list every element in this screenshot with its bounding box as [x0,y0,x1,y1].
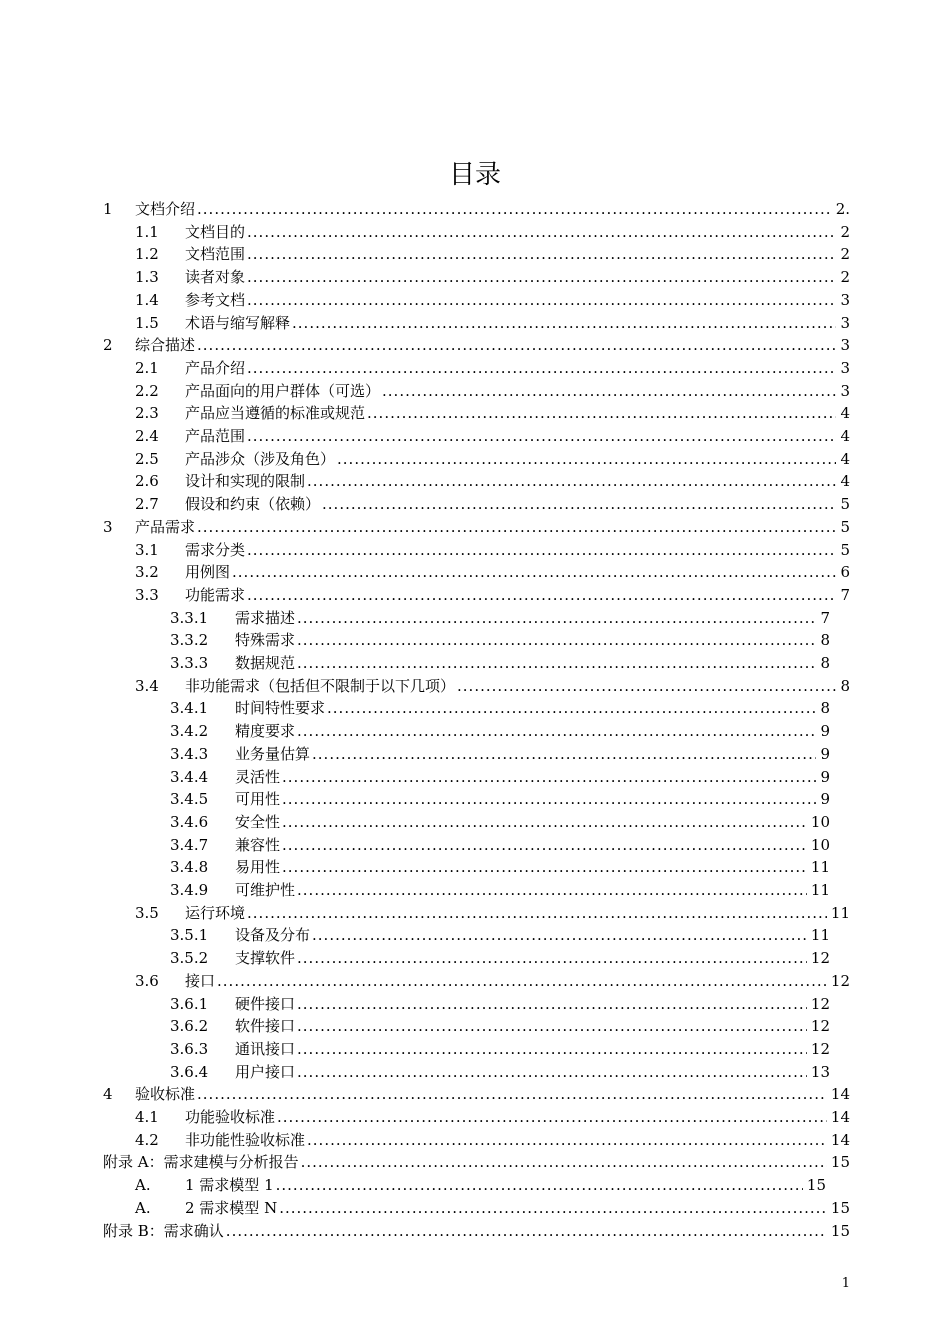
toc-entry-number: 3 [103,517,113,536]
toc-entry-number: 2.5 [135,449,159,468]
toc-entry-label: 需求分类 [185,540,246,559]
toc-entry-page: 10 [810,835,830,854]
toc-entry-label: 精度要求 [235,722,296,741]
toc-entry[interactable] [135,357,850,379]
toc-entry-page: 5 [840,517,850,536]
toc-leader-dots [197,516,836,538]
toc-leader-dots [297,879,807,901]
toc-leader-dots [276,1174,803,1196]
toc-entry[interactable] [170,1061,830,1083]
toc-entry[interactable] [170,788,830,810]
toc-entry-label: 验收标准 [135,1085,196,1104]
toc-entry-label: 易用性 [235,858,281,877]
toc-entry[interactable] [170,697,830,719]
toc-entry[interactable] [170,811,830,833]
toc-leader-dots [322,493,836,515]
toc-entry-page: 8 [820,631,830,650]
toc-entry[interactable] [170,766,830,788]
toc-entry-page: 14 [830,1085,850,1104]
toc-leader-dots [197,1083,827,1105]
toc-entry-label: 文档目的 [185,222,246,241]
toc-entry-page: 9 [820,790,830,809]
toc-entry-page: 14 [830,1130,850,1149]
toc-entry-label: 数据规范 [235,654,296,672]
toc-entry-number: 3.3.1 [170,608,209,627]
toc-leader-dots [307,470,836,492]
toc-entry-number: 1.2 [135,245,159,264]
toc-entry-number: 4.2 [135,1130,159,1149]
toc-leader-dots [457,675,836,697]
toc-leader-dots [297,607,816,629]
toc-leader-dots [247,357,836,379]
toc-entry-page: 14 [830,1108,850,1126]
toc-entry-page: 11 [810,926,830,945]
toc-entry[interactable] [135,902,850,924]
toc-entry-page: 7 [820,608,830,627]
toc-entry[interactable] [103,334,850,356]
toc-entry[interactable] [170,856,830,878]
toc-leader-dots [247,289,836,311]
toc-entry-number: 3.4.7 [170,835,209,854]
toc-entry[interactable] [170,924,830,946]
toc-entry[interactable] [135,1129,850,1151]
toc-leader-dots [297,1061,807,1083]
toc-entry-number: 3.1 [135,540,159,559]
toc-leader-dots [282,766,816,788]
toc-entry-page: 7 [840,585,850,604]
toc-entry-page: 11 [810,881,830,899]
toc-entry-page: 2 [840,245,850,264]
toc-entry-number: 2.2 [135,381,159,400]
toc-leader-dots [327,697,816,719]
toc-entry-page: 12 [810,949,830,968]
toc-entry-page: 4 [840,449,850,468]
toc-entry-label: 产品应当遵循的标准或规范 [185,404,366,423]
toc-entry-number: 2.3 [135,404,159,423]
toc-entry-label: 1 需求模型 1 [185,1176,274,1195]
toc-entry-number: 3.5 [135,903,159,922]
toc-entry-page: 3 [840,313,850,332]
toc-leader-dots [312,924,807,946]
toc-leader-dots [297,1038,807,1060]
toc-entry[interactable] [103,198,850,220]
toc-entry[interactable] [170,743,830,765]
toc-entry-page: 4 [840,472,850,491]
toc-entry-page: 3 [840,381,850,400]
toc-entry-number: 2.4 [135,427,159,445]
toc-entry-label: 用户接口 [235,1062,296,1081]
toc-entry-number: 1.4 [135,290,159,309]
toc-entry-page: 3 [840,358,850,377]
toc-entry-label: 用例图 [185,563,231,582]
toc-entry-number: 3.4.1 [170,699,209,718]
toc-entry[interactable] [135,448,850,470]
toc-entry-number: 3.3.3 [170,654,209,672]
toc-leader-dots [247,425,836,447]
toc-entry-page: 6 [840,563,850,582]
toc-entry[interactable] [170,993,830,1015]
toc-entry[interactable] [170,629,830,651]
toc-entry-label: 接口 [185,971,216,990]
toc-entry-page: 15 [830,1153,850,1172]
toc-entry-label: 可维护性 [235,881,296,899]
toc-entry[interactable] [135,243,850,265]
toc-entry-number: 2.7 [135,495,159,514]
toc-entry-label: 附录 B：需求确认 [103,1221,224,1240]
toc-entry-number: 2.1 [135,358,159,377]
toc-leader-dots [367,402,836,424]
toc-leader-dots [247,266,836,288]
toc-entry-number: 3.6 [135,971,159,990]
toc-entry-label: 设备及分布 [235,926,311,945]
toc-entry[interactable] [135,470,850,492]
toc-leader-dots [247,243,836,265]
toc-leader-dots [277,1106,827,1128]
toc-entry[interactable] [103,516,850,538]
toc-entry-page: 12 [810,1017,830,1036]
toc-leader-dots [282,856,807,878]
toc-leader-dots [217,970,827,992]
toc-entry-page: 8 [820,699,830,718]
toc-entry-number: 3.4.6 [170,812,209,831]
toc-entry-label: 术语与缩写解释 [185,313,291,332]
toc-entry-page: 12 [810,1039,830,1058]
toc-entry[interactable] [170,834,830,856]
toc-leader-dots [292,312,836,334]
toc-entry-number: 3.3.2 [170,631,209,650]
toc-entry-page: 4 [840,404,850,423]
toc-entry-label: 安全性 [235,812,281,831]
toc-leader-dots [297,1015,807,1037]
toc-entry[interactable] [135,1106,850,1128]
toc-entry[interactable] [135,221,850,243]
toc-entry-number: 3.4 [135,676,159,695]
toc-leader-dots [382,380,836,402]
toc-entry-label: 附录 A：需求建模与分析报告 [103,1153,299,1172]
toc-entry[interactable] [135,970,850,992]
toc-entry-number: 3.6.4 [170,1062,209,1081]
toc-entry-number: 3.3 [135,585,159,604]
toc-leader-dots [297,629,816,651]
toc-entry-page: 3 [840,336,850,355]
toc-leader-dots [297,720,816,742]
toc-leader-dots [301,1151,827,1173]
toc-entry-label: 需求描述 [235,608,296,627]
toc-leader-dots [247,221,836,243]
toc-leader-dots [279,1197,827,1219]
toc-entry-page: 3 [840,290,850,309]
toc-entry[interactable] [170,947,830,969]
toc-entry-label: 兼容性 [235,835,281,854]
toc-entry-label: 特殊需求 [235,631,296,650]
toc-entry[interactable] [135,675,850,697]
toc-entry-number: A. [135,1198,151,1217]
toc-entry-label: 文档介绍 [135,200,196,218]
toc-entry-page: 11 [810,858,830,877]
page-number: 1 [841,1276,850,1291]
toc-entry-label: 读者对象 [185,268,246,287]
toc-entry[interactable] [170,1038,830,1060]
toc-leader-dots [226,1220,827,1242]
toc-entry-number: 3.4.5 [170,790,209,809]
toc-entry-label: 参考文档 [185,290,246,309]
toc-entry-label: 通讯接口 [235,1039,296,1058]
toc-entry-page: 15 [830,1221,850,1240]
toc-entry-label: 运行环境 [185,903,246,922]
toc-entry-number: 4 [103,1085,113,1104]
toc-entry-label: 产品面向的用户群体（可选） [185,381,381,400]
toc-leader-dots [247,902,827,924]
toc-entry-page: 15 [806,1176,826,1195]
toc-entry[interactable] [135,425,850,447]
toc-entry-number: 3.5.2 [170,949,209,968]
toc-leader-dots [197,198,832,220]
toc-entry-number: 1.3 [135,268,159,287]
toc-entry-label: 产品涉众（涉及角色） [185,449,336,468]
toc-entry-page: 5 [840,540,850,559]
toc-entry[interactable] [135,266,850,288]
toc-entry-number: 3.6.1 [170,994,209,1013]
toc-entry-page: 12 [830,971,850,990]
toc-entry-page: 11 [830,903,850,922]
toc-entry-page: 5 [840,495,850,514]
toc-entry-page: 15 [830,1198,850,1217]
toc-entry[interactable] [170,879,830,901]
toc-entry[interactable] [135,289,850,311]
toc-entry-number: 2.6 [135,472,159,491]
toc-entry-label: 综合描述 [135,336,196,355]
toc-entry-label: 时间特性要求 [235,699,326,718]
toc-entry-number: 3.6.3 [170,1039,209,1058]
toc-leader-dots [197,334,836,356]
toc-entry-label: 支撑软件 [235,949,296,968]
toc-entry[interactable] [135,561,850,583]
toc-entry-label: 业务量估算 [235,744,311,763]
toc-leader-dots [282,788,816,810]
toc-entry-label: 灵活性 [235,767,281,786]
toc-entry-label: 非功能需求（包括但不限制于以下几项） [185,676,456,695]
toc-entry-label: 产品需求 [135,517,196,536]
toc-entry-page: 2 [840,268,850,287]
toc-entry-number: A. [135,1176,151,1195]
toc-entry[interactable] [170,652,830,674]
toc-leader-dots [297,652,816,674]
toc-leader-dots [312,743,816,765]
toc-entry-page: 2 [840,222,850,241]
toc-entry[interactable] [135,312,850,334]
toc-entry[interactable] [135,493,850,515]
toc-leader-dots [282,811,807,833]
toc-entry[interactable] [135,380,850,402]
toc-entry-label: 假设和约束（依赖） [185,495,321,514]
toc-entry-page: 4 [840,427,850,445]
toc-entry[interactable] [103,1220,850,1242]
toc-entry[interactable] [103,1083,850,1105]
toc-leader-dots [297,947,807,969]
toc-leader-dots [307,1129,827,1151]
toc-entry-page: 8 [820,654,830,672]
toc-entry-number: 3.4.8 [170,858,209,877]
toc-entry-page: 12 [810,994,830,1013]
toc-entry-page: 10 [810,812,830,831]
toc-entry-number: 3.4.9 [170,881,209,899]
toc-entry-number: 1 [103,200,113,218]
toc-entry-number: 3.5.1 [170,926,209,945]
toc-entry-page: 2. [835,200,850,218]
page-title: 目录 [448,160,501,190]
toc-entry-label: 文档范围 [185,245,246,264]
toc-entry[interactable] [135,1174,826,1196]
toc-entry-label: 软件接口 [235,1017,296,1036]
toc-entry[interactable] [170,720,830,742]
toc-entry[interactable] [135,402,850,424]
toc-entry-number: 3.2 [135,563,159,582]
toc-leader-dots [297,993,807,1015]
toc-entry-label: 非功能性验收标准 [185,1130,306,1149]
toc-entry-number: 2 [103,336,113,355]
toc-entry-number: 3.4.2 [170,722,209,741]
toc-entry-label: 功能需求 [185,585,246,604]
toc-entry-page: 13 [810,1062,830,1081]
toc-leader-dots [232,561,836,583]
toc-leader-dots [247,539,836,561]
toc-entry[interactable] [170,607,830,629]
toc-entry[interactable] [103,1151,850,1173]
toc-entry-page: 9 [820,767,830,786]
toc-entry-label: 功能验收标准 [185,1108,276,1126]
toc-entry-label: 2 需求模型 N [185,1198,278,1217]
toc-entry[interactable] [135,539,850,561]
toc-entry-number: 3.6.2 [170,1017,209,1036]
toc-leader-dots [337,448,836,470]
toc-leader-dots [247,584,836,606]
toc-entry[interactable] [135,1197,850,1219]
toc-leader-dots [282,834,807,856]
toc-entry[interactable] [170,1015,830,1037]
toc-entry-number: 3.4.4 [170,767,209,786]
toc-entry-number: 4.1 [135,1108,159,1126]
toc-entry-label: 产品介绍 [185,358,246,377]
toc-entry-page: 8 [840,676,850,695]
toc-entry-number: 1.1 [135,222,159,241]
toc-entry[interactable] [135,584,850,606]
toc-entry-label: 产品范围 [185,427,246,445]
toc-entry-label: 可用性 [235,790,281,809]
toc-entry-label: 硬件接口 [235,994,296,1013]
toc-entry-number: 3.4.3 [170,744,209,763]
toc-entry-page: 9 [820,722,830,741]
toc-entry-page: 9 [820,744,830,763]
toc-entry-number: 1.5 [135,313,159,332]
toc-entry-label: 设计和实现的限制 [185,472,306,491]
